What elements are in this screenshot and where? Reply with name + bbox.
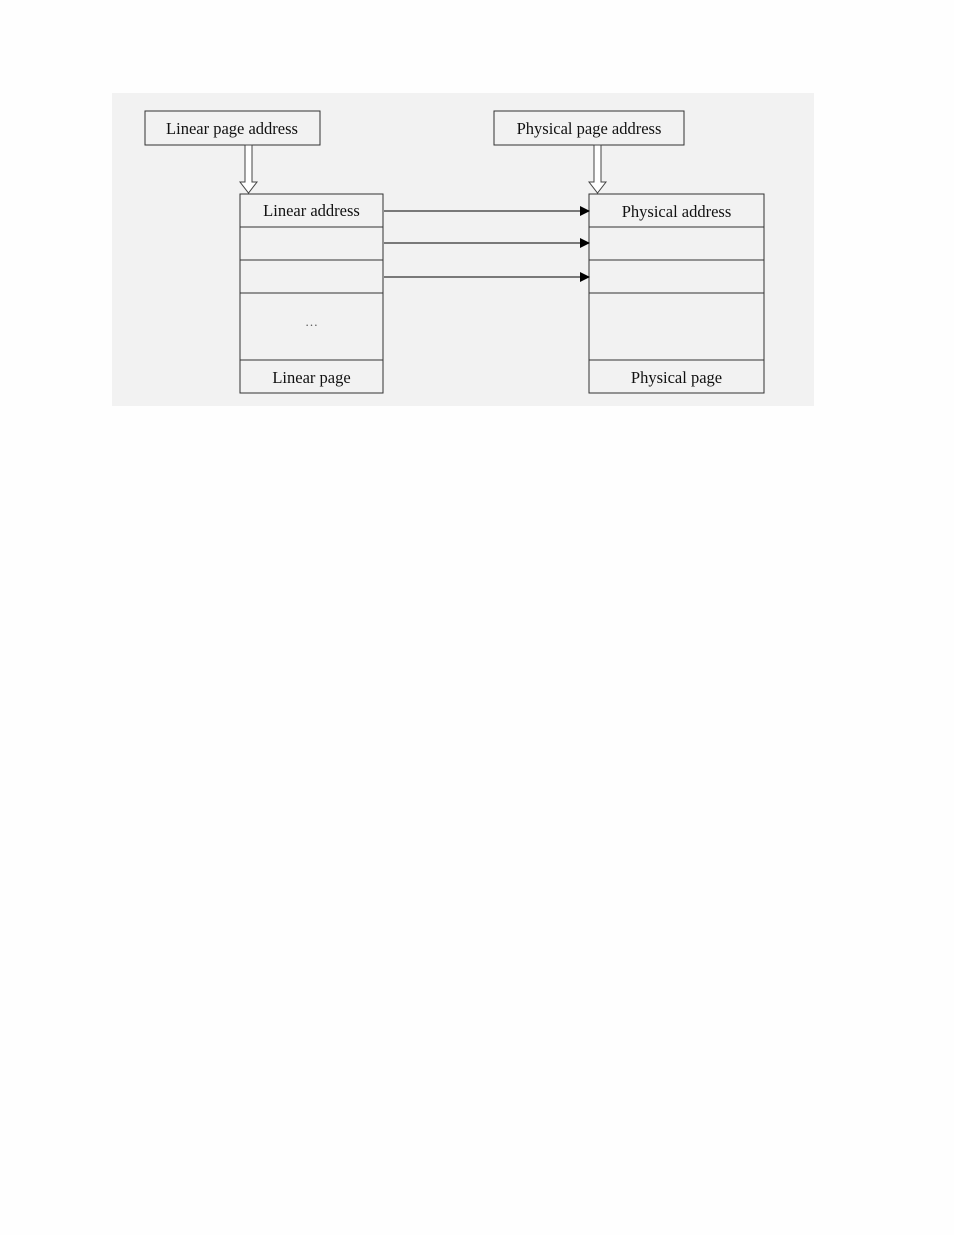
physical-page-address-box xyxy=(494,111,684,145)
physical-page-footer: Physical page xyxy=(630,368,723,387)
linear-page-table xyxy=(240,194,383,393)
physical-down-arrow xyxy=(589,145,606,193)
physical-page-address-label: Physical page address xyxy=(516,119,662,138)
linear-page-address-label: Linear page address xyxy=(166,119,298,138)
linear-address-header: Linear address xyxy=(263,201,360,220)
physical-address-header: Physical address xyxy=(621,202,732,221)
linear-down-arrow xyxy=(240,145,257,193)
linear-ellipsis: … xyxy=(305,314,318,329)
linear-page-address-box xyxy=(145,111,320,145)
linear-page-footer: Linear page xyxy=(272,368,351,387)
physical-page-table xyxy=(589,194,764,393)
